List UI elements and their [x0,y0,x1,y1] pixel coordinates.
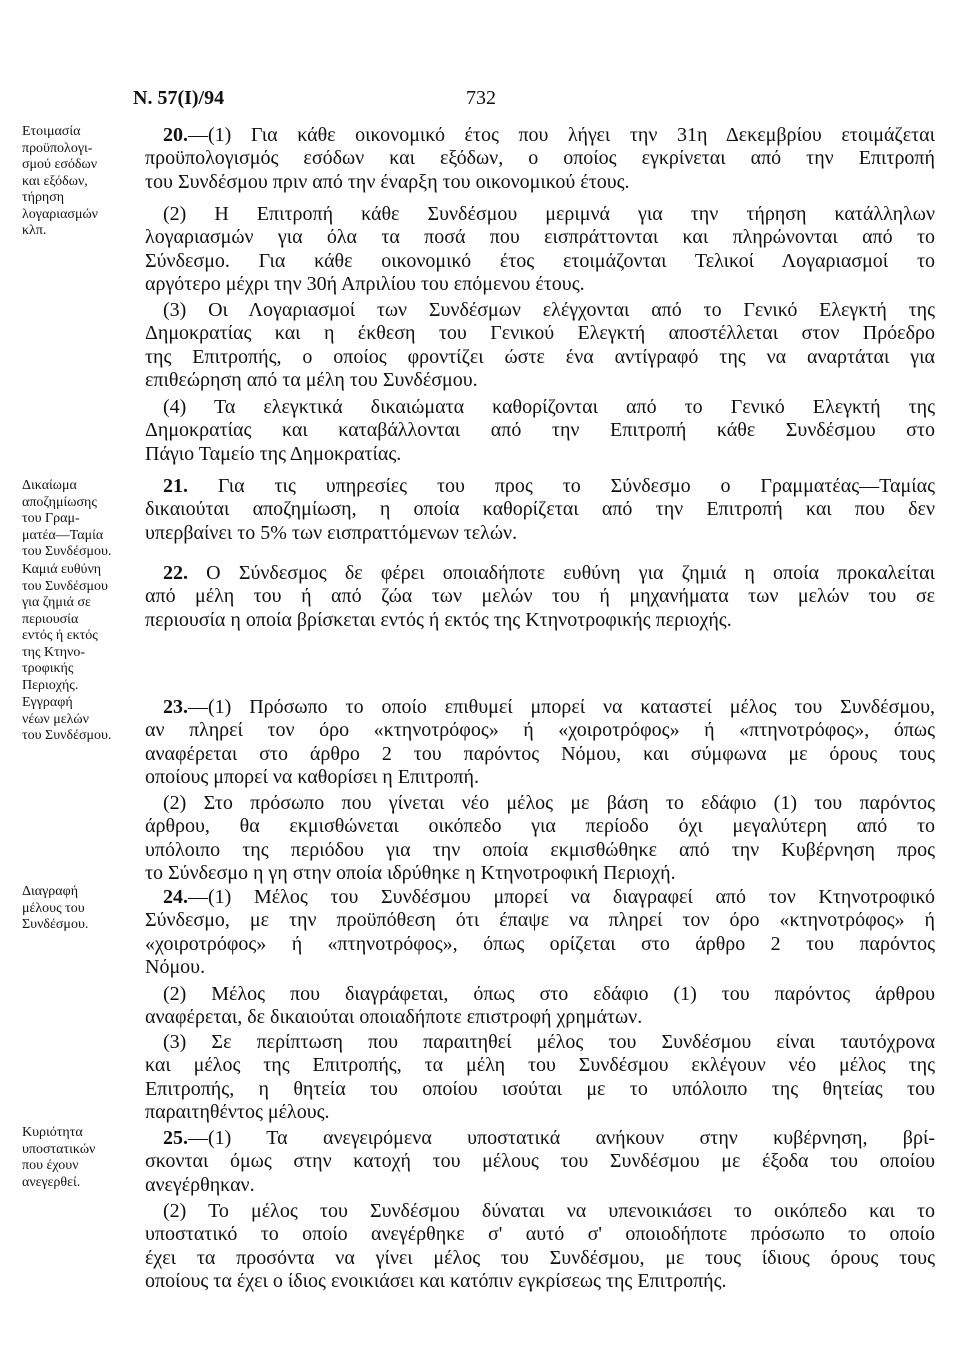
margin-note-line: Κυριότητα [22,1125,83,1140]
section-number: 23. [163,696,188,718]
paragraph-20-1 [145,124,935,194]
text-line: δικαιούται αποζημίωση, η οποία καθορίζεται από την Επιτροπή και που δεν [145,498,935,521]
text-line: (2) Μέλος που διαγράφεται, όπως στο εδάφιο (1) του παρόντος άρθρου [163,983,935,1005]
text-line: έχει τα προσόντα να γίνει μέλος του Συνδέσμου, με τους ίδιους όρους τους [145,1246,935,1269]
text-line-content: —(1) Μέλος του Συνδέσμου μπορεί να διαγραφεί από τον Κτηνοτροφικό [188,886,935,908]
paragraph-21 [145,475,935,545]
paragraph-24-1 [145,886,935,980]
text-line: Δημοκρατίας και καταβάλλονται από την Επιτροπή κάθε Συνδέσμου στο [145,419,935,442]
margin-note-line: σμού εσόδων [22,157,98,172]
paragraph-20-3 [145,299,935,393]
paragraph-20-2 [145,203,935,297]
text-line: υπερβαίνει το 5% των εισπραττόμενων τελών. [145,521,518,544]
text-line: αργότερο μέχρι την 30ή Απριλίου του επόμενου έτους. [145,273,585,296]
text-line: (2) Η Επιτροπή κάθε Συνδέσμου μεριμνά για την τήρηση κατάλληλων [163,203,935,225]
margin-note-line: μέλους του [22,900,85,916]
text-line [145,124,935,147]
margin-note-liability [22,562,140,694]
margin-note-line: και εξόδων, [22,173,88,189]
margin-note-line: προϋπολογι- [22,140,93,156]
text-line: το Σύνδεσμο η γη στην οποία ιδρύθηκε η Κτηνοτροφική Περιοχή. [145,862,676,885]
section-number: 21. [163,475,188,497]
page-number: 732 [466,87,496,109]
section-number: 24. [163,886,188,908]
paragraph-24-2 [145,983,935,1030]
margin-note-budget [22,124,140,240]
text-line: (3) Οι Λογαριασμοί των Συνδέσμων ελέγχονται από το Γενικό Ελεγκτή της [163,299,935,321]
margin-note-removal [22,884,140,934]
text-line: αναφέρεται στο άρθρο 2 του παρόντος Νόμου, και σύμφωνα με όρους τους [145,742,935,765]
text-line: Δημοκρατίας και η έκθεση του Γενικού Ελεγκτή αποστέλλεται στον Πρόεδρο [145,322,935,345]
text-line: άρθρου, θα εκμισθώνεται οικόπεδο για περίοδο όχι μεγαλύτερη από το [145,815,935,838]
text-line: περιουσία η οποία βρίσκεται εντός ή εκτός της Κτηνοτροφικής περιοχής. [145,608,732,631]
margin-note-line: λογαριασμών [22,206,98,222]
margin-note-line: του Γραμ- [22,511,80,526]
text-line-content: —(1) Για κάθε οικονομικό έτος που λήγει την 31η Δεκεμβρίου ετοιμάζεται [188,124,935,146]
margin-note-line: υποστατικών [22,1141,96,1157]
text-line-content: —(1) Πρόσωπο το οποίο επιθυμεί μπορεί να καταστεί μέλος του Συνδέσμου, [188,696,935,718]
margin-note-line: Καμιά ευθύνη [22,562,102,577]
text-line: οποίους τα έχει ο ίδιος ενοικιάσει και κατόπιν εγκρίσεως της Επιτροπής. [145,1270,727,1293]
paragraph-23-1 [145,696,935,790]
text-line: λογαριασμών για όλα τα ποσά που εισπράττονται και πληρώνονται από το [145,226,935,249]
text-line [145,696,935,719]
text-line-content: —(1) Τα ανεγειρόμενα υποστατικά ανήκουν στην κυβέρνηση, βρί- [188,1127,935,1149]
text-line [145,886,935,909]
margin-note-line: του Συνδέσμου [22,578,108,594]
text-line: αν πληρεί τον όρο «κτηνοτρόφος» ή «χοιροτρόφος» ή «πτηνοτρόφος», όπως [145,719,935,742]
text-line: Σύνδεσμο. Για κάθε οικονομικό έτος ετοιμάζονται Τελικοί Λογαριασμοί το [145,249,935,272]
text-line: οποίους μπορεί να καθορίσει η Επιτροπή. [145,766,480,789]
act-number: N. 57(I)/94 [133,87,225,109]
margin-note-line: τροφικής [22,661,74,676]
text-line: Σύνδεσμο, με την προϋπόθεση ότι έπαψε να πληρεί τον όρο «κτηνοτρόφος» ή [145,909,935,932]
text-line [145,1127,935,1150]
margin-note-line: του Συνδέσμου. [22,728,112,743]
margin-note-line: που έχουν [22,1158,79,1173]
margin-note-line: εντός ή εκτός [22,628,98,643]
margin-note-line: αποζημίωσης [22,494,97,510]
text-line: Επιτροπής, η θητεία του οποίου ισούται με το υπόλοιπο της θητείας του [145,1077,935,1100]
margin-note-line: ανεγερθεί. [22,1174,81,1190]
margin-note-line: Συνδέσμου. [22,917,89,932]
margin-note-line: κλπ. [22,223,47,238]
text-line-content: Ο Σύνδεσμος δε φέρει οποιαδήποτε ευθύνη για ζημιά η οποία προκαλείται [188,562,935,584]
margin-note-line: Εγγραφή [22,695,73,710]
text-line [145,475,935,498]
text-line: υπόλοιπο της περιόδου για την οποία εκμισθώθηκε από την Κυβέρνηση προς [145,838,935,861]
margin-note-ownership [22,1125,140,1191]
margin-note-line: τήρηση [22,190,65,205]
text-line: (2) Στο πρόσωπο που γίνεται νέο μέλος με βάση το εδάφιο (1) του παρόντος [163,792,935,814]
text-line: της Επιτροπής, ο οποίος φροντίζει ώστε ένα αντίγραφό της να αναρτάται για [145,345,935,368]
text-line: (3) Σε περίπτωση που παραιτηθεί μέλος του Συνδέσμου είναι ταυτόχρονα [163,1031,935,1053]
paragraph-25-2 [145,1200,935,1294]
section-number: 22. [163,562,188,584]
paragraph-24-3 [145,1031,935,1125]
text-line: προϋπολογισμός εσόδων και εξόδων, ο οποίος εγκρίνεται από την Επιτροπή [145,147,935,170]
margin-note-line: Περιοχής. [22,677,79,693]
text-line: του Συνδέσμου πριν από την έναρξη του οικονομικού έτους. [145,170,630,193]
text-line: Νόμου. [145,956,206,979]
text-line: (2) Το μέλος του Συνδέσμου δύναται να υπενοικιάσει το οικόπεδο και το [163,1200,935,1222]
margin-note-line: Δικαίωμα [22,478,77,493]
margin-note-line: του Συνδέσμου. [22,544,112,559]
margin-note-line: περιουσία [22,611,79,627]
margin-note-registration [22,695,140,745]
margin-note-line: της Κτηνο- [22,644,86,660]
section-number: 20. [163,124,188,146]
text-line: ανεγέρθηκαν. [145,1173,255,1196]
text-line-content: Για τις υπηρεσίες του προς το Σύνδεσμο ο Γραμματέας—Ταμίας [188,475,935,497]
paragraph-22 [145,562,935,632]
section-number: 25. [163,1127,188,1149]
text-line [145,562,935,585]
text-line: αναφέρεται, δε δικαιούται οποιαδήποτε επιστροφή χρημάτων. [145,1006,643,1029]
margin-note-line: νέων μελών [22,711,89,727]
text-line: επιθεώρηση από τα μέλη του Συνδέσμου. [145,369,478,392]
text-line: και μέλος της Επιτροπής, τα μέλη του Συνδέσμου εκλέγουν νέο μέλος της [145,1054,935,1077]
text-line: παραιτηθέντος μέλους. [145,1101,330,1124]
margin-note-line: για ζημιά σε [22,595,91,610]
margin-note-line: Διαγραφή [22,884,79,899]
paragraph-20-4 [145,396,935,466]
paragraph-23-2 [145,792,935,886]
margin-note-line: Ετοιμασία [22,124,81,139]
text-line: Πάγιο Ταμείο της Δημοκρατίας. [145,442,402,465]
text-line: από μέλη του ή από ζώα των μελών του ή μηχανήματα των μελών του σε [145,585,935,608]
text-line: «χοιροτρόφος» ή «πτηνοτρόφος», όπως ορίζεται στο άρθρο 2 του παρόντος [145,932,935,955]
margin-note-compensation [22,478,140,561]
text-line: υποστατικό το οποίο ανεγέρθηκε σ' αυτό σ' οποιοδήποτε πρόσωπο το οποίο [145,1223,935,1246]
text-line: (4) Τα ελεγκτικά δικαιώματα καθορίζονται από το Γενικό Ελεγκτή της [163,396,935,418]
text-line: σκονται όμως στην κατοχή του μέλους του Συνδέσμου με έξοδα του οποίου [145,1150,935,1173]
paragraph-25-1 [145,1127,935,1197]
margin-note-line: ματέα—Ταμία [22,527,104,543]
